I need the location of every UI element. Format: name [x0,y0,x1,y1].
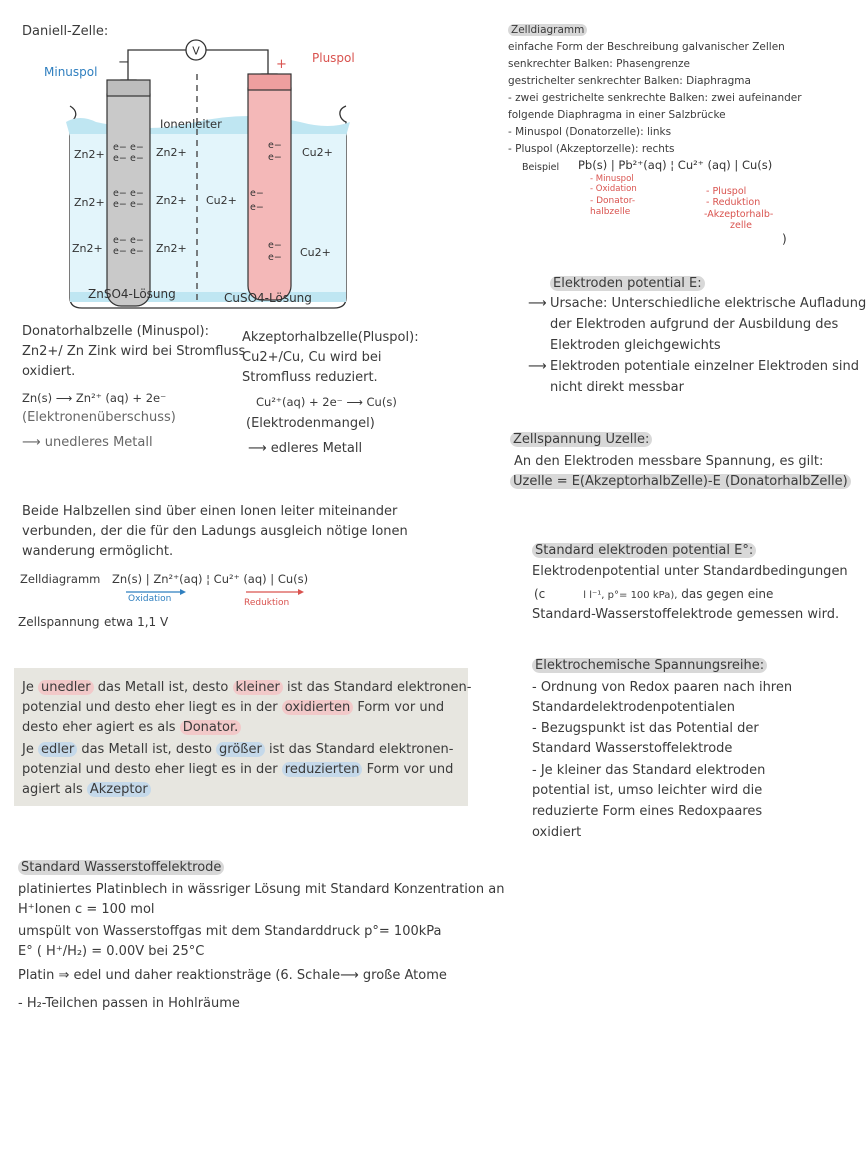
series-title: Elektrochemische Spannungsreihe: [532,656,767,676]
svg-text:e−: e− [113,188,127,199]
svg-text:e−: e− [250,202,264,213]
series-line-6: potential ist, umso leichter wird die [532,783,763,798]
potential-title: Elektroden potential E: [550,274,705,294]
diagram-formula: Zn(s) | Zn²⁺(aq) ¦ Cu²⁺ (aq) | Cu(s) [112,572,309,586]
svg-text:e−: e− [113,199,127,210]
series-line-7: reduzierte Form eines Redoxpaares [532,804,763,819]
series-line-1: - Ordnung von Redox paaren nach ihren [532,680,793,695]
voltage-formula: Uzelle = E(AkzeptorhalbZelle)-E (DonatorhalbZelle) [510,472,851,492]
diagram-label: Zelldiagramm [20,572,101,586]
acceptor-note: (Elektrodenmangel) [246,416,375,431]
series-line-4: Standard Wasserstoffelektrode [532,741,733,756]
svg-text:V: V [192,44,200,58]
example-left-4: halbzelle [590,207,631,217]
celldiagram-line-7: - Pluspol (Akzeptorzelle): rechts [508,143,675,155]
daniell-cell-diagram [0,30,380,320]
svg-text:CuSO4-Lösung: CuSO4-Lösung [224,291,312,305]
series-line-3: - Bezugspunkt ist das Potential der [532,721,759,736]
standard-line-3: Standard-Wasserstoffelektrode gemessen wird. [532,607,840,622]
arrow-icon: ⟶ [528,296,547,311]
celldiagram-line-1: einfache Form der Beschreibung galvanischer Zellen [508,41,785,53]
acceptor-line-2: Cu2+/Cu, Cu wird bei [242,350,382,365]
celldiagram-line-6: - Minuspol (Donatorzelle): links [508,126,672,138]
example-right-1: - Pluspol [706,186,747,197]
celldiagram-line-4: - zwei gestrichelte senkrechte Balken: zwei aufeinander [508,92,802,104]
summary-line-3: desto eher agiert es als Donator. [22,718,241,738]
svg-text:e−: e− [113,153,127,164]
example-right-4: zelle [730,220,752,231]
copper-electrode [248,74,291,300]
svg-text:Cu2+: Cu2+ [206,194,237,207]
svg-text:+: + [276,57,287,72]
potential-line-1: Ursache: Unterschiedliche elektrische Aufladung [550,296,866,311]
svg-text:e−: e− [130,188,144,199]
example-left-2: - Oxidation [590,184,637,194]
acceptor-line-3: Stromfluss reduziert. [242,370,378,385]
svg-text:e−: e− [130,199,144,210]
svg-text:Zn2+: Zn2+ [156,146,187,159]
donor-note: (Elektronenüberschuss) [22,410,176,425]
donor-equation: Zn(s) ⟶ Zn²⁺ (aq) + 2e⁻ [22,391,167,405]
series-line-2: Standardelektrodenpotentialen [532,700,735,715]
svg-text:e−: e− [113,142,127,153]
svg-text:e−: e− [268,252,282,263]
svg-text:Zn2+: Zn2+ [72,242,103,255]
summary-line-6: agiert als Akzeptor [22,780,151,800]
she-line-1: platiniertes Platinblech in wässriger Lösung mit Standard Konzentration an [18,882,505,897]
she-line-5: Platin ⇒ edel und daher reaktionsträge (6. Schale⟶ große Atome [18,968,447,983]
potential-line-3: Elektroden gleichgewichts [550,338,721,353]
acceptor-line-1: Akzeptorhalbzelle(Pluspol): [242,330,419,345]
svg-text:Zn2+: Zn2+ [156,242,187,255]
potential-line-4: Elektroden potentiale einzelner Elektroden sind [550,359,859,374]
example-paren: ) [782,232,787,246]
example-formula: Pb(s) | Pb²⁺(aq) ¦ Cu²⁺ (aq) | Cu(s) [578,158,773,172]
svg-text:Zn2+: Zn2+ [74,196,105,209]
she-title: Standard Wasserstoffelektrode [18,858,224,878]
arrow-icon: ⟶ [528,359,547,374]
svg-text:e−: e− [130,235,144,246]
svg-text:e−: e− [250,188,264,199]
she-line-4: E° ( H⁺/H₂) = 0.00V bei 25°C [18,944,205,959]
svg-text:e−: e− [113,235,127,246]
she-line-2: H⁺Ionen c = 100 mol [18,902,155,917]
acceptor-result: ⟶ edleres Metall [248,441,363,456]
summary-line-1: Je unedler das Metall ist, desto kleiner ist das Standard elektronen- [22,680,472,695]
potential-line-5: nicht direkt messbar [550,380,684,395]
donor-line-3: oxidiert. [22,364,76,379]
voltage-value: etwa 1,1 V [104,615,169,629]
standard-title: Standard elektroden potential E°: [532,541,756,561]
svg-text:e−: e− [113,246,127,257]
bridge-label: Ionenleiter [160,117,222,131]
voltage-label: Zellspannung [18,615,100,629]
voltage-title: Zellspannung Uzelle: [510,430,652,450]
halfcells-line-2: verbunden, der die für den Ladungs ausgleich nötige Ionen [22,524,408,539]
example-label: Beispiel [522,162,560,173]
svg-text:Cu2+: Cu2+ [300,246,331,259]
summary-line-5: potenzial und desto eher liegt es in der reduzierten Form vor und [22,762,454,777]
she-line-3: umspült von Wasserstoffgas mit dem Standarddruck p°= 100kPa [18,924,442,939]
potential-line-2: der Elektroden aufgrund der Ausbildung des [550,317,839,332]
series-line-5: - Je kleiner das Standard elektroden [532,763,766,778]
halfcells-line-3: wanderung ermöglicht. [22,544,174,559]
plus-pole-label: Pluspol [312,51,355,65]
oxidation-label: Oxidation [128,594,172,604]
donor-line-1: Donatorhalbzelle (Minuspol): [22,324,210,339]
svg-text:ZnSO4-Lösung: ZnSO4-Lösung [88,287,176,301]
example-left-3: - Donator- [590,196,636,206]
celldiagram-line-3: gestrichelter senkrechter Balken: Diaphragma [508,75,751,87]
she-line-6: - H₂-Teilchen passen in Hohlräume [18,996,240,1011]
donor-line-2: Zn2+/ Zn Zink wird bei Stromfluss [22,344,246,359]
acceptor-equation: Cu²⁺(aq) + 2e⁻ ⟶ Cu(s) [256,395,397,409]
svg-text:Cu2+: Cu2+ [302,146,333,159]
standard-line-1: Elektrodenpotential unter Standardbedingungen [532,564,848,579]
svg-text:e−: e− [130,142,144,153]
svg-text:e−: e− [268,240,282,251]
minus-pole-label: Minuspol [44,65,98,79]
svg-text:Zn2+: Zn2+ [74,148,105,161]
example-right-3: -Akzeptorhalb- [704,209,774,220]
reduction-label: Reduktion [244,598,290,608]
svg-text:−: − [118,55,129,70]
series-line-8: oxidiert [532,825,582,840]
celldiagram-line-5: folgende Diaphragma in einer Salzbrücke [508,109,726,121]
standard-line-2: (c l l⁻¹, p°= 100 kPa), das gegen eine [534,587,774,601]
svg-text:Zn2+: Zn2+ [156,194,187,207]
svg-text:e−: e− [130,246,144,257]
example-right-2: - Reduktion [706,197,761,208]
voltage-line-1: An den Elektroden messbare Spannung, es gilt: [514,454,824,469]
donor-result: ⟶ unedleres Metall [22,435,153,450]
halfcells-line-1: Beide Halbzellen sind über einen Ionen leiter miteinander [22,504,398,519]
example-left-1: - Minuspol [590,174,634,184]
svg-text:e−: e− [268,152,282,163]
svg-text:e−: e− [130,153,144,164]
celldiagram-line-2: senkrechter Balken: Phasengrenze [508,58,690,70]
summary-line-4: Je edler das Metall ist, desto größer ist das Standard elektronen- [22,742,454,757]
svg-text:e−: e− [268,140,282,151]
summary-line-2: potenzial und desto eher liegt es in der oxidierten Form vor und [22,700,445,715]
cell-title: Daniell-Zelle: [22,24,109,39]
celldiagram-title: Zelldiagramm [508,22,587,39]
